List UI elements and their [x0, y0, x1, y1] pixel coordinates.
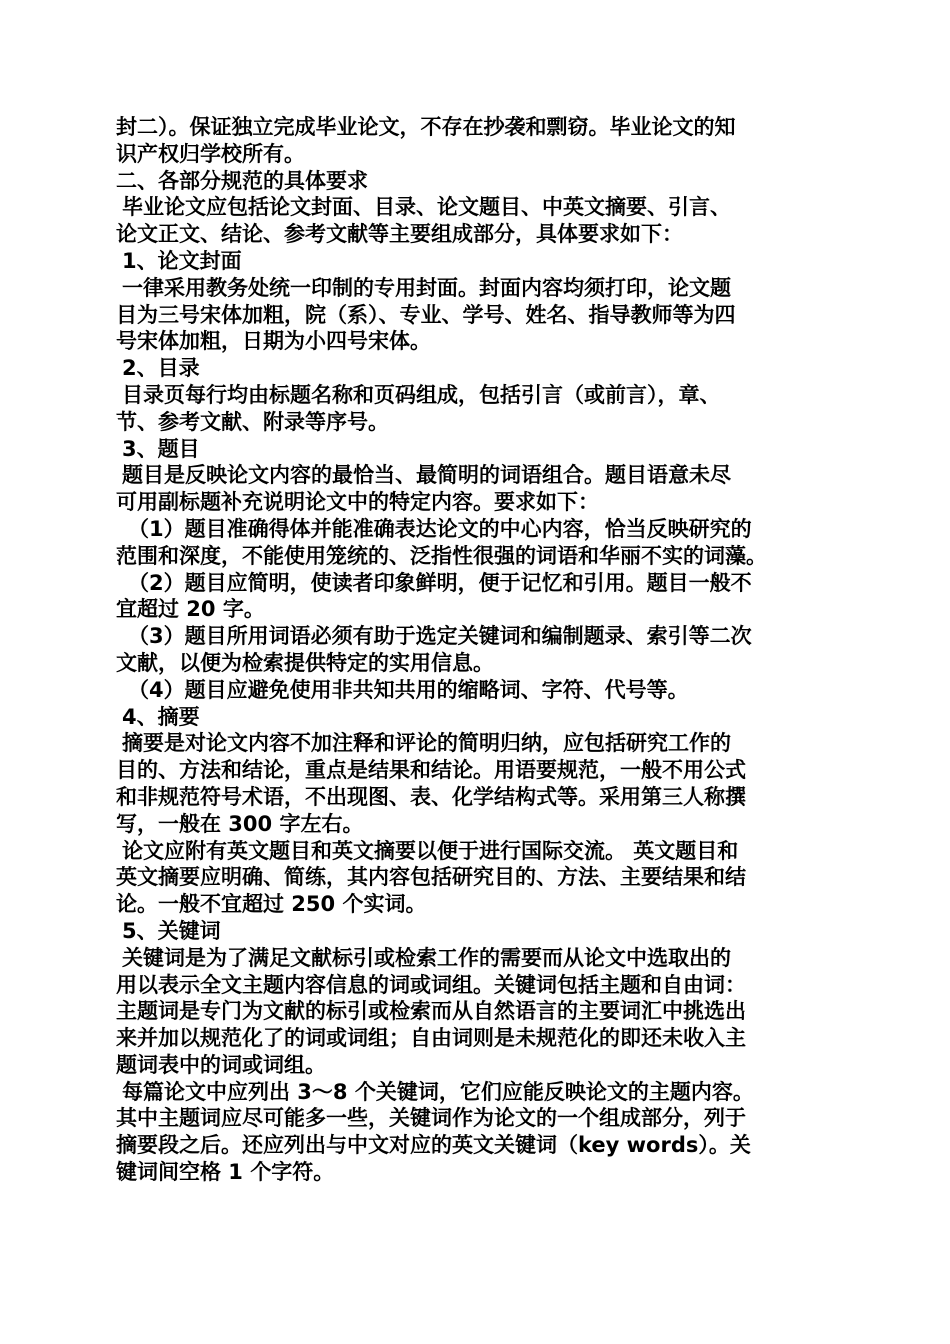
text-line: 目录页每行均由标题名称和页码组成，包括引言（或前言），章、 — [122, 382, 721, 407]
text-line: 论文正文、结论、参考文献等主要组成部分，具体要求如下： — [116, 222, 683, 247]
text-line: 号宋体加粗，日期为小四号宋体。 — [116, 329, 431, 354]
text-line: 一律采用教务处统一印制的专用封面。封面内容均须打印，论文题 — [122, 275, 731, 300]
text-line: 摘要是对论文内容不加注释和评论的简明归纳，应包括研究工作的 — [122, 731, 731, 756]
text-line: 识产权归学校所有。 — [116, 141, 305, 166]
list-item-line: （4）题目应避免使用非共知共用的缩略词、字符、代号等。 — [128, 677, 689, 702]
subsection-heading-abstract: 4、摘要 — [122, 704, 200, 729]
text-line: 文献，以便为检索提供特定的实用信息。 — [116, 650, 494, 675]
text-line: 摘要段之后。还应列出与中文对应的英文关键词（key words）。关 — [116, 1133, 751, 1158]
text-line: 论文应附有英文题目和英文摘要以便于进行国际交流。 英文题目和 — [122, 838, 739, 863]
text-line: 宜超过 20 字。 — [116, 597, 265, 622]
text-line: 目为三号宋体加粗，院（系）、专业、学号、姓名、指导教师等为四 — [116, 302, 736, 327]
document-body — [116, 114, 846, 1186]
text-line: 封二）。保证独立完成毕业论文，不存在抄袭和剽窃。毕业论文的知 — [116, 115, 736, 139]
list-item-line: （2）题目应简明，使读者印象鲜明，便于记忆和引用。题目一般不 — [128, 570, 752, 595]
text-line: 每篇论文中应列出 3～8 个关键词，它们应能反映论文的主题内容。 — [122, 1079, 754, 1104]
text-line: 其中主题词应尽可能多一些，关键词作为论文的一个组成部分，列于 — [116, 1106, 746, 1131]
text-line: 可用副标题补充说明论文中的特定内容。要求如下： — [116, 490, 599, 515]
subsection-heading-keywords: 5、关键词 — [122, 918, 221, 943]
text-line: 题词表中的词或词组。 — [116, 1052, 326, 1077]
text-line: 写，一般在 300 字左右。 — [116, 811, 364, 836]
text-line: 来并加以规范化了的词或词组；自由词则是未规范化的即还未收入主 — [116, 1026, 746, 1051]
subsection-heading-cover: 1、论文封面 — [122, 248, 242, 273]
subsection-heading-contents: 2、目录 — [122, 356, 200, 381]
text-line: 用以表示全文主题内容信息的词或词组。关键词包括主题和自由词： — [116, 972, 746, 997]
text-line: 和非规范符号术语，不出现图、表、化学结构式等。采用第三人称撰 — [116, 784, 746, 809]
text-line: 节、参考文献、附录等序号。 — [116, 409, 389, 434]
section-heading: 二、各部分规范的具体要求 — [116, 168, 368, 193]
subsection-heading-title: 3、题目 — [122, 436, 200, 461]
text-line: 论。一般不宜超过 250 个实词。 — [116, 892, 427, 917]
text-line: 范围和深度，不能使用笼统的、泛指性很强的词语和华丽不实的词藻。 — [116, 543, 767, 568]
text-line: 毕业论文应包括论文封面、目录、论文题目、中英文摘要、引言、 — [122, 195, 731, 220]
text-line: 英文摘要应明确、简练，其内容包括研究目的、方法、主要结果和结 — [116, 865, 746, 890]
text-line: 目的、方法和结论，重点是结果和结论。用语要规范，一般不用公式 — [116, 758, 746, 783]
text-line: 主题词是专门为文献的标引或检索而从自然语言的主要词汇中挑选出 — [116, 999, 746, 1024]
text-line: 关键词是为了满足文献标引或检索工作的需要而从论文中选取出的 — [122, 945, 731, 970]
list-item-line: （3）题目所用词语必须有助于选定关键词和编制题录、索引等二次 — [128, 624, 752, 649]
text-line: 键词间空格 1 个字符。 — [116, 1160, 335, 1185]
list-item-line: （1）题目准确得体并能准确表达论文的中心内容，恰当反映研究的 — [128, 516, 752, 541]
text-line: 题目是反映论文内容的最恰当、最简明的词语组合。题目语意未尽 — [122, 463, 731, 488]
